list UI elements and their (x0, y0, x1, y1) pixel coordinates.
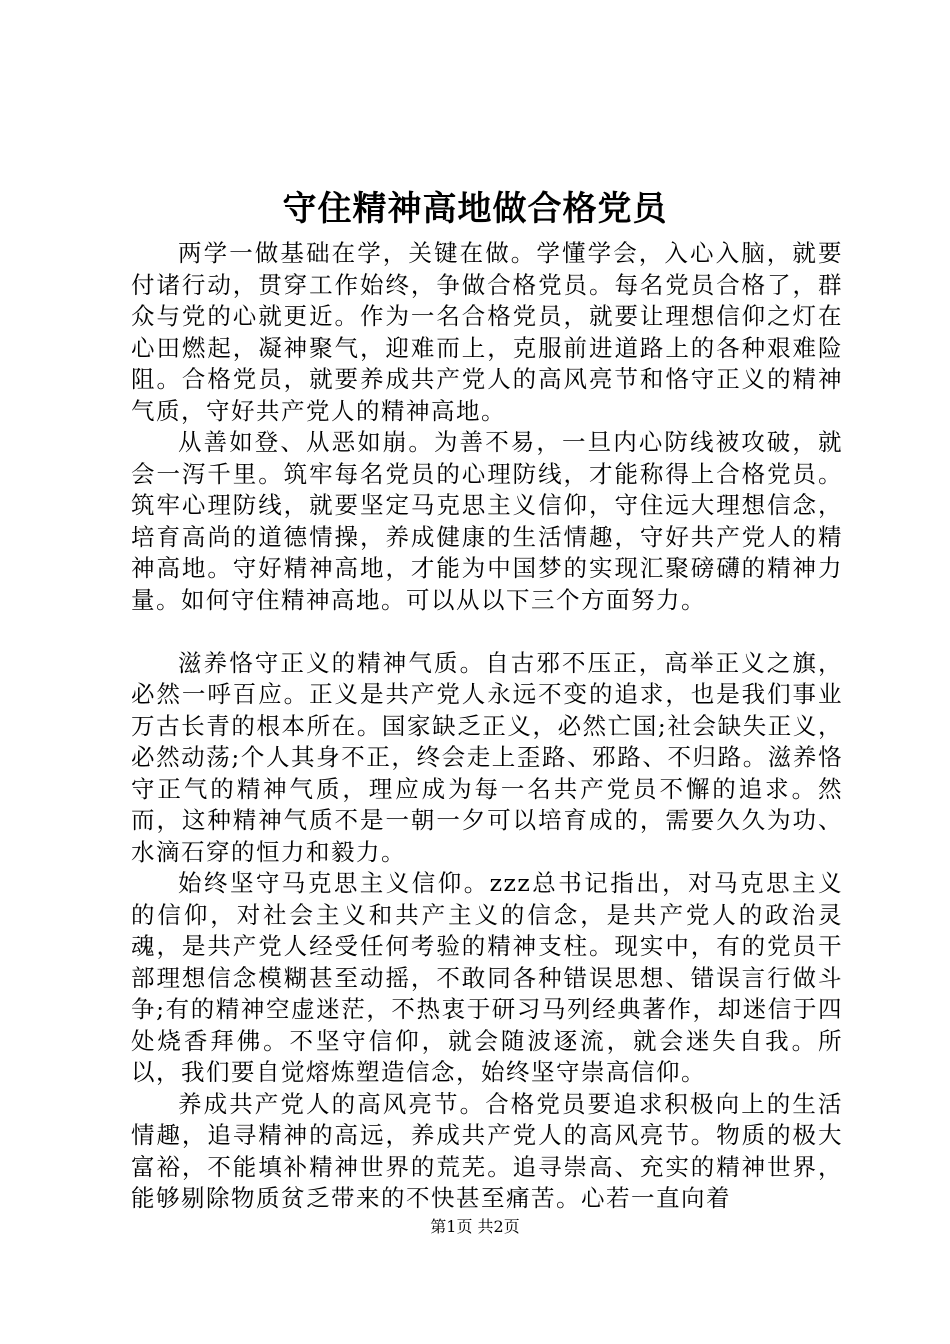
paragraph-2: 从善如登、从恶如崩。为善不易，一旦内心防线被攻破，就会一泻千里。筑牢每名党员的心理防线，才能称得上合格党员。筑牢心理防线，就要坚定马克思主义信仰，守住远大理想信念，培育高尚的道德情操，养成健康的生活情趣，守好共产党人的精神高地。守好精神高地，才能为中国梦的实现汇聚磅礴的精神力量。如何守住精神高地。可以从以下三个方面努力。 (131, 428, 843, 614)
document-title: 守住精神高地做合格党员 (282, 189, 668, 229)
paragraph-1: 两学一做基础在学，关键在做。学懂学会，入心入脑，就要付诸行动，贯穿工作始终，争做合格党员。每名党员合格了，群众与党的心就更近。作为一名合格党员，就要让理想信仰之灯在心田燃起，凝神聚气，迎难而上，克服前进道路上的各种艰难险阻。合格党员，就要养成共产党人的高风亮节和恪守正义的精神气质，守好共产党人的精神高地。 (131, 239, 843, 425)
document-body (131, 238, 843, 1215)
paragraph-5: 养成共产党人的高风亮节。合格党员要追求积极向上的生活情趣，追寻精神的高远，养成共产党人的高风亮节。物质的极大富裕，不能填补精神世界的荒芜。追寻崇高、充实的精神世界，能够剔除物质贫乏带来的不快甚至痛苦。心若一直向着 (131, 1089, 843, 1212)
paragraph-4: 始终坚守马克思主义信仰。zzz总书记指出，对马克思主义的信仰，对社会主义和共产主义的信念，是共产党人的政治灵魂，是共产党人经受任何考验的精神支柱。现实中，有的党员干部理想信念模糊甚至动摇，不敢同各种错误思想、错误言行做斗争;有的精神空虚迷茫，不热衷于研习马列经典著作，却迷信于四处烧香拜佛。不坚守信仰，就会随波逐流，就会迷失自我。所以，我们要自觉熔炼塑造信念，始终坚守崇高信仰。 (131, 869, 843, 1086)
paragraph-3: 滋养恪守正义的精神气质。自古邪不压正，高举正义之旗，必然一呼百应。正义是共产党人永远不变的追求，也是我们事业万古长青的根本所在。国家缺乏正义，必然亡国;社会缺失正义，必然动荡;个人其身不正，终会走上歪路、邪路、不归路。滋养恪守正气的精神气质，理应成为每一名共产党员不懈的追求。然而，这种精神气质不是一朝一夕可以培育成的，需要久久为功、水滴石穿的恒力和毅力。 (131, 648, 843, 866)
page-number-footer: 第1页 共2页 (430, 1217, 520, 1236)
